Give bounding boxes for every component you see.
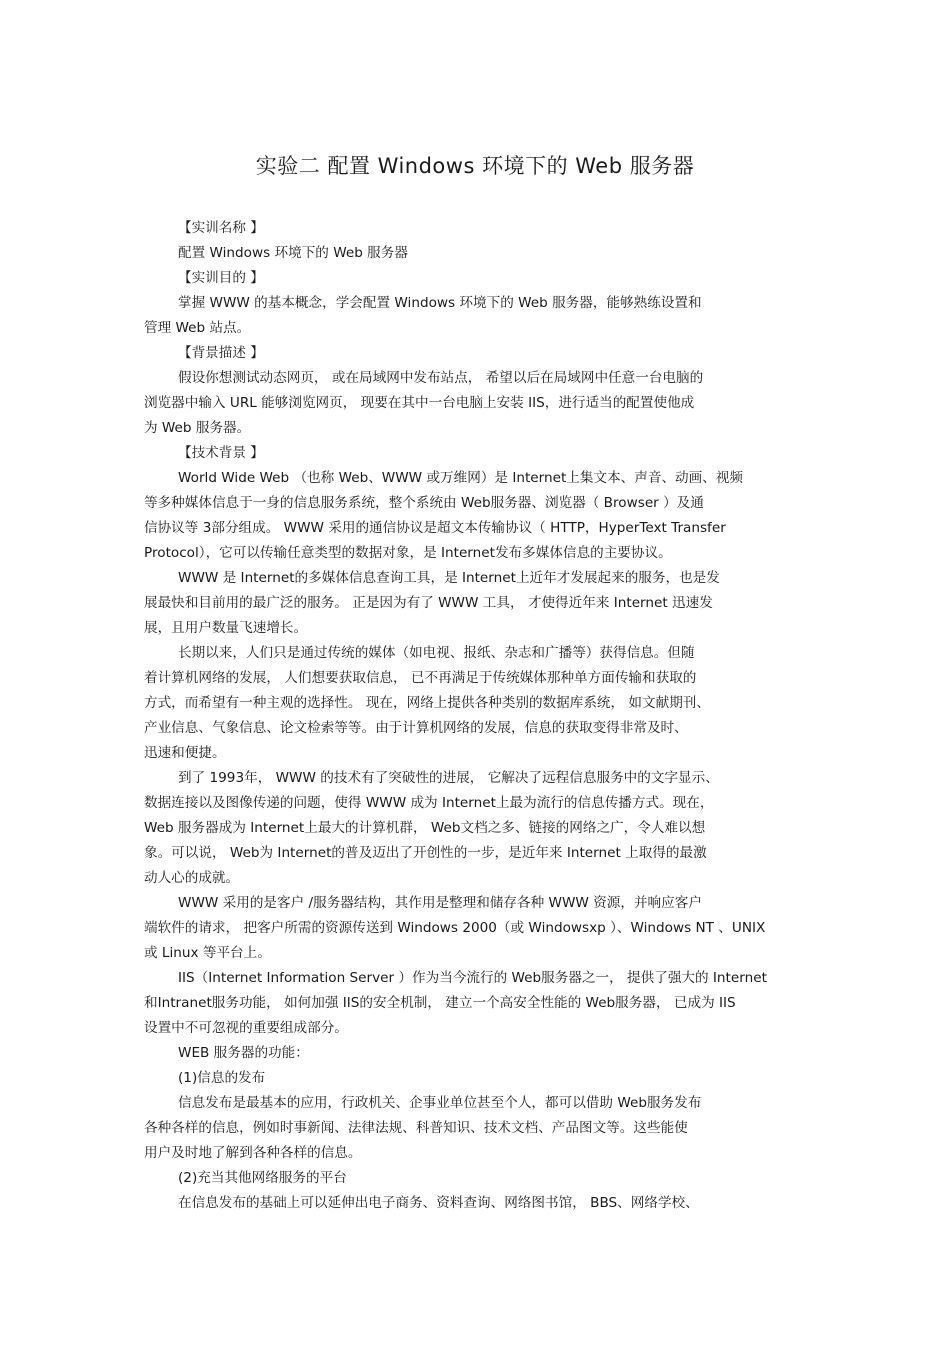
text-line: 等多种媒体信息于一身的信息服务系统，整个系统由 Web服务器、浏览器（ Browser ）及通 [144,495,704,511]
text-line: 数据连接以及图像传递的问题，使得 WWW 成为 Internet上最为流行的信息传播方式。现在， [144,795,714,811]
text-line: IIS（Internet Information Server ）作为当今流行的 Web服务器之一， 提供了强大的 Internet [178,970,767,986]
text-line: 或 Linux 等平台上。 [144,945,271,961]
text-line: 浏览器中输入 URL 能够浏览网页， 现要在其中一台电脑上安装 IIS，进行适当的配置使他成 [144,395,695,411]
text-line: 【实训名称 】 [178,220,264,236]
text-line: Web 服务器成为 Internet上最大的计算机群， Web文档之多、链接的网络之广，令人难以想 [144,820,706,836]
text-line: (1)信息的发布 [178,1070,266,1086]
text-line: (2)充当其他网络服务的平台 [178,1170,347,1186]
text-line: WWW 采用的是客户 /服务器结构，其作用是整理和储存各种 WWW 资源，并响应客户 [178,895,702,911]
text-line: 各种各样的信息，例如时事新闻、法律法规、科普知识、技术文档、产品图文等。这些能使 [144,1120,688,1136]
text-line: 动人心的成就。 [144,870,240,886]
text-line: 产业信息、气象信息、论文检索等等。由于计算机网络的发展，信息的获取变得非常及时、 [144,720,688,736]
text-line: 用户及时地了解到各种各样的信息。 [144,1145,362,1161]
text-line: WWW 是 Internet的多媒体信息查询工具，是 Internet上近年才发展起来的服务，也是发 [178,570,720,586]
text-line: WEB 服务器的功能： [178,1045,309,1061]
text-line: 假设你想测试动态网页， 或在局域网中发布站点， 希望以后在局域网中任意一台电脑的 [178,370,704,386]
text-line: 信息发布是最基本的应用，行政机关、企事业单位甚至个人，都可以借助 Web服务发布 [178,1095,702,1111]
text-line: 【背景描述 】 [178,345,264,361]
text-line: 掌握 WWW 的基本概念，学会配置 Windows 环境下的 Web 服务器，能够熟练设置和 [178,295,702,311]
text-line: 【技术背景 】 [178,445,264,461]
text-line: Protocol），它可以传输任意类型的数据对象，是 Internet发布多媒体信息的主要协议。 [144,545,672,561]
text-line: 到了 1993年， WWW 的技术有了突破性的进展， 它解决了远程信息服务中的文字显示、 [178,770,719,786]
text-line: 着计算机网络的发展， 人们想要获取信息， 已不再满足于传统媒体那种单方面传输和获取的 [144,670,697,686]
document-body [144,216,806,1216]
text-line: 在信息发布的基础上可以延伸出电子商务、资料查询、网络图书馆， BBS、网络学校、 [178,1195,699,1211]
text-line: 象。可以说， Web为 Internet的普及迈出了开创性的一步，是近年来 Internet 上取得的最激 [144,845,707,861]
text-line: 【实训目的 】 [178,270,264,286]
text-line: 和Intranet服务功能， 如何加强 IIS的安全机制， 建立一个高安全性能的 Web服务器， 已成为 IIS [144,995,736,1011]
text-line: 端软件的请求， 把客户所需的资源传送到 Windows 2000（或 Windowsxp ）、Windows NT 、UNIX [144,920,766,936]
text-line: 信协议等 3部分组成。 WWW 采用的通信协议是超文本传输协议（ HTTP，HyperText Transfer [144,520,726,536]
text-line: World Wide Web （也称 Web、WWW 或万维网）是 Internet上集文本、声音、动画、视频 [178,470,744,486]
text-line: 设置中不可忽视的重要组成部分。 [144,1020,348,1036]
text-line: 迅速和便捷。 [144,745,226,761]
text-line: 长期以来，人们只是通过传统的媒体（如电视、报纸、杂志和广播等）获得信息。但随 [178,645,695,661]
text-line: 展最快和目前用的最广泛的服务。 正是因为有了 WWW 工具， 才使得近年来 Internet 迅速发 [144,595,713,611]
text-line: 管理 Web 站点。 [144,320,251,336]
text-line: 展，且用户数量飞速增长。 [144,620,308,636]
text-line: 为 Web 服务器。 [144,420,251,436]
text-line: 配置 Windows 环境下的 Web 服务器 [178,245,408,261]
page-title: 实验二 配置 Windows 环境下的 Web 服务器 [255,154,695,178]
text-line: 方式，而希望有一种主观的选择性。 现在，网络上提供各种类别的数据库系统， 如文献期刊、 [144,695,710,711]
